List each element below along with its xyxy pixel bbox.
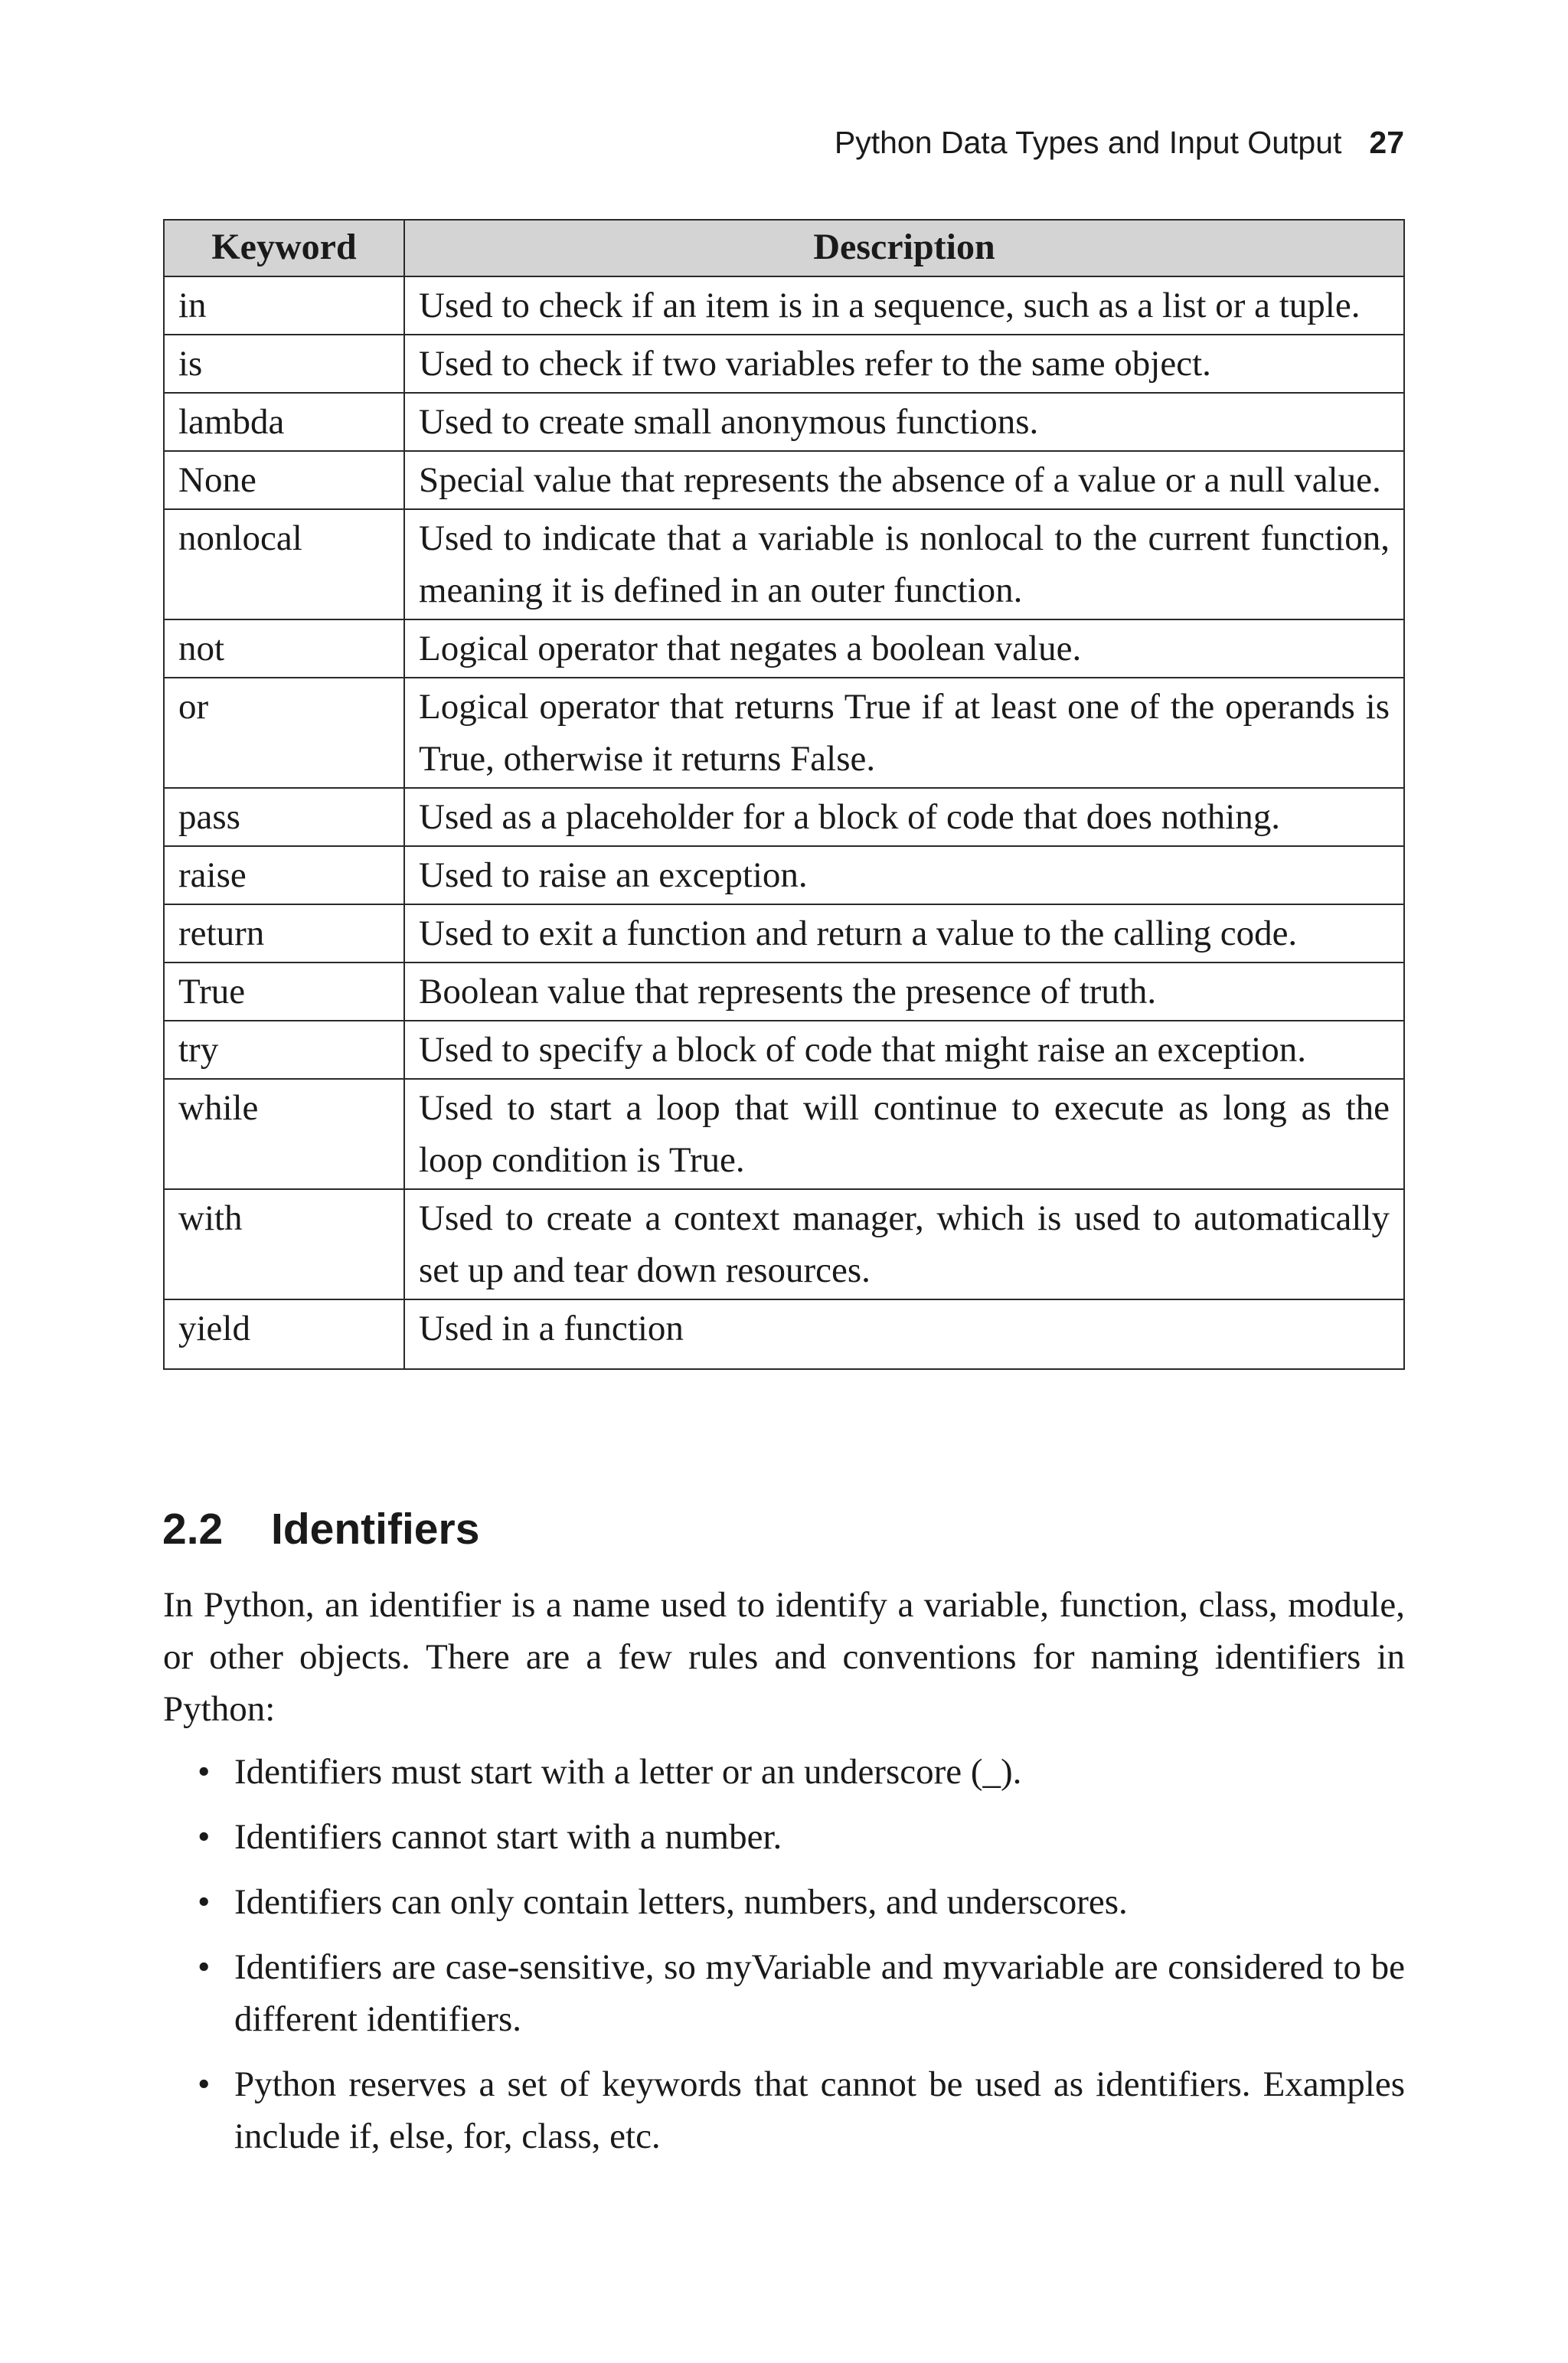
list-item [191, 1746, 1405, 1798]
description-cell: Special value that represents the absence of a value or a null value. [404, 451, 1404, 509]
keyword-cell: nonlocal [164, 509, 404, 619]
table-row [164, 393, 1404, 451]
list-item-text: Identifiers must start with a letter or an underscore (_). [234, 1752, 1022, 1792]
table-row [164, 1299, 1404, 1369]
keyword-cell: not [164, 619, 404, 678]
table-row [164, 276, 1404, 335]
keyword-cell: or [164, 678, 404, 788]
keyword-cell: raise [164, 846, 404, 904]
keyword-cell: None [164, 451, 404, 509]
table-row [164, 963, 1404, 1021]
description-cell: Used to check if two variables refer to the same object. [404, 335, 1404, 393]
description-cell: Used to start a loop that will continue to execute as long as the loop condition is True. [404, 1079, 1404, 1189]
keyword-cell: pass [164, 788, 404, 846]
description-cell: Used to create a context manager, which is used to automatically set up and tear down resources. [404, 1189, 1404, 1299]
running-title: Python Data Types and Input Output [834, 125, 1342, 160]
table-row [164, 451, 1404, 509]
description-cell: Used to check if an item is in a sequence, such as a list or a tuple. [404, 276, 1404, 335]
description-cell: Used to exit a function and return a value to the calling code. [404, 904, 1404, 963]
section-title: Identifiers [271, 1505, 480, 1554]
description-cell: Used to create small anonymous functions. [404, 393, 1404, 451]
table-row [164, 788, 1404, 846]
table-row [164, 1079, 1404, 1189]
running-head [164, 125, 1404, 161]
keyword-cell: is [164, 335, 404, 393]
section-heading [162, 1502, 479, 1556]
description-cell: Used to raise an exception. [404, 846, 1404, 904]
keyword-cell: in [164, 276, 404, 335]
bullet-icon: • [198, 1882, 211, 1922]
bullet-icon: • [198, 2064, 211, 2104]
description-cell: Used to specify a block of code that might raise an exception. [404, 1021, 1404, 1079]
description-cell: Logical operator that negates a boolean value. [404, 619, 1404, 678]
identifier-rules-list [191, 1746, 1405, 2175]
keyword-cell: yield [164, 1299, 404, 1369]
list-item [191, 2058, 1405, 2162]
list-item-text: Python reserves a set of keywords that cannot be used as identifiers. Examples include if, else, for, class, etc. [234, 2064, 1405, 2156]
description-cell: Used in a function [404, 1299, 1404, 1369]
table-row [164, 1021, 1404, 1079]
list-item-text: Identifiers can only contain letters, numbers, and underscores. [234, 1882, 1128, 1922]
bullet-icon: • [198, 1817, 211, 1857]
description-column-header: Description [404, 220, 1404, 276]
table-row [164, 846, 1404, 904]
keyword-cell: try [164, 1021, 404, 1079]
table-row [164, 619, 1404, 678]
section-number: 2.2 [162, 1505, 224, 1554]
description-cell: Boolean value that represents the presence of truth. [404, 963, 1404, 1021]
table-row [164, 678, 1404, 788]
keyword-cell: while [164, 1079, 404, 1189]
keyword-column-header: Keyword [164, 220, 404, 276]
table-row [164, 335, 1404, 393]
bullet-icon: • [198, 1752, 211, 1792]
list-item-text: Identifiers are case-sensitive, so myVariable and myvariable are considered to be different identifiers. [234, 1947, 1405, 2039]
table-row [164, 1189, 1404, 1299]
section-intro-paragraph: In Python, an identifier is a name used to identify a variable, function, class, module, or other objects. There are a few rules and conventions for naming identifiers in Python: [163, 1585, 1405, 1729]
keyword-cell: lambda [164, 393, 404, 451]
list-item [191, 1811, 1405, 1863]
keyword-cell: True [164, 963, 404, 1021]
keyword-cell: with [164, 1189, 404, 1299]
list-item [191, 1941, 1405, 2045]
table-row [164, 904, 1404, 963]
list-item [191, 1876, 1405, 1928]
description-cell: Logical operator that returns True if at least one of the operands is True, otherwise it returns False. [404, 678, 1404, 788]
keyword-cell: return [164, 904, 404, 963]
description-cell: Used to indicate that a variable is nonlocal to the current function, meaning it is defined in an outer function. [404, 509, 1404, 619]
table-row [164, 509, 1404, 619]
table-header-row [164, 220, 1404, 276]
description-cell: Used as a placeholder for a block of code that does nothing. [404, 788, 1404, 846]
bullet-icon: • [198, 1947, 211, 1987]
page-number: 27 [1369, 125, 1404, 160]
keyword-table [163, 219, 1405, 1370]
list-item-text: Identifiers cannot start with a number. [234, 1817, 782, 1857]
